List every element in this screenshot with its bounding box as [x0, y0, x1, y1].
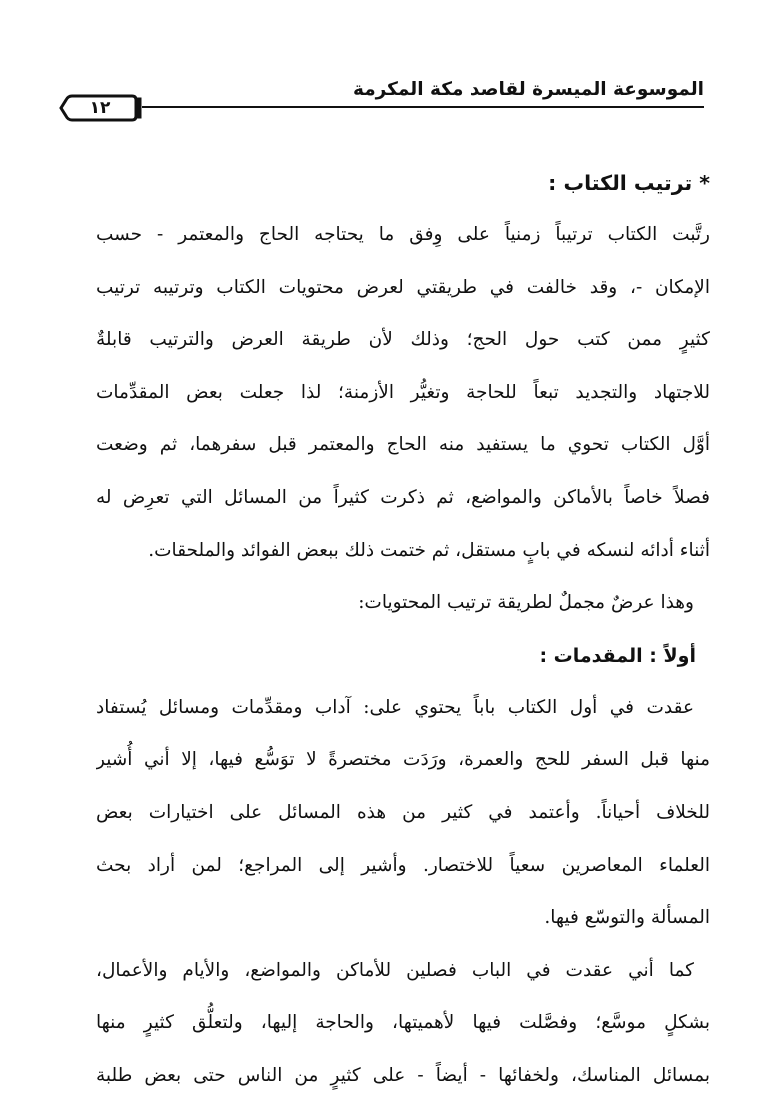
text-line: العلماء المعاصرين سعياً للاختصار. وأشير إلى المراجع؛ لمن أراد بحث: [96, 854, 710, 876]
page-number: ١٢: [89, 98, 111, 118]
text-line: المسألة والتوسّع فيها.: [544, 907, 710, 929]
text-line: أثناء أدائه لنسكه في بابٍ مستقل، ثم ختمت ذلك ببعض الفوائد والملحقات.: [148, 539, 710, 561]
section-heading: * ترتيب الكتاب :: [548, 171, 710, 195]
text-line: للخلاف أحياناً. وأعتمد في كثير من هذه المسائل على اختيارات بعض: [96, 801, 710, 823]
subheading-introductions: أولاً : المقدمات :: [539, 644, 696, 667]
text-line: للاجتهاد والتجديد تبعاً للحاجة وتغيُّر الأزمنة؛ لذا جعلت بعض المقدِّمات: [96, 381, 710, 403]
paragraph-arrangement: [96, 209, 710, 577]
text-line: رتَّبت الكتاب ترتيباً زمنياً على وِفق ما يحتاجه الحاج والمعتمر - حسب: [96, 224, 710, 245]
book-title: الموسوعة الميسرة لقاصد مكة المكرمة: [352, 79, 704, 100]
intro-line: وهذا عرضٌ مجملٌ لطريقة ترتيب المحتويات:: [358, 592, 694, 614]
text-line: الإمكان -، وقد خالفت في طريقتي لعرض محتويات الكتاب وترتيبه ترتيب: [96, 276, 710, 298]
paragraph-introductions: [96, 682, 710, 945]
text-line: عقدت في أول الكتاب باباً يحتوي على: آداب ومقدِّمات ومسائل يُستفاد: [96, 696, 694, 718]
header-rule: [142, 106, 704, 108]
text-line: منها قبل السفر للحج والعمرة، ورَدَت مختصرةً لا توَسُّع فيها، إلا أني أُشير: [96, 749, 710, 771]
text-line: كما أني عقدت في الباب فصلين للأماكن والمواضع، والأيام والأعمال،: [96, 959, 694, 981]
text-line: أوَّل الكتاب تحوي ما يستفيد منه الحاج والمعتمر قبل سفرهما، ثم وضعت: [96, 434, 710, 456]
paragraph-places: [96, 945, 710, 1103]
text-line: فصلاً خاصاً بالأماكن والمواضع، ثم ذكرت كثيراً من المسائل التي تعرِض له: [96, 486, 710, 508]
running-header: [58, 70, 704, 134]
text-line: بشكلٍ موسَّع؛ وفصَّلت فيها لأهميتها، والحاجة إليها، ولتعلُّق كثيرٍ منها: [96, 1012, 710, 1034]
page-number-badge: [58, 94, 142, 122]
text-line: كثيرٍ ممن كتب حول الحج؛ وذلك لأن طريقة العرض والترتيب قابلةٌ: [96, 329, 710, 351]
text-line: بمسائل المناسك، ولخفائها - أيضاً - على كثيرٍ من الناس حتى بعض طلبة: [96, 1064, 710, 1086]
page-body: [96, 157, 710, 1103]
